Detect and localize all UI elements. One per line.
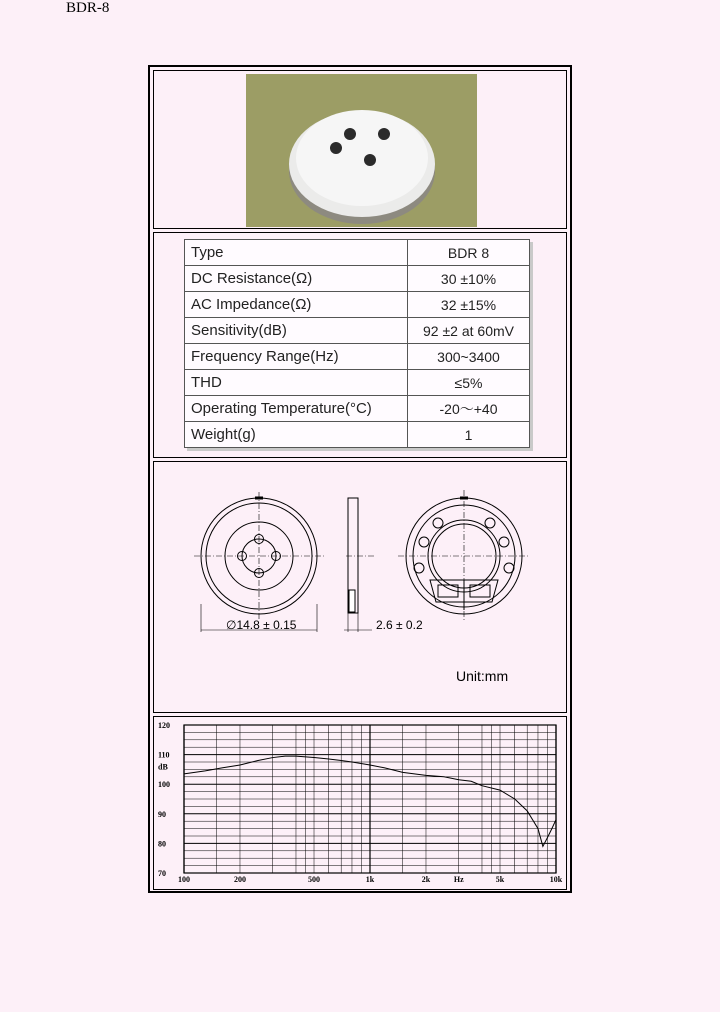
spec-param: AC Impedance(Ω)	[185, 292, 408, 318]
y-tick-label: 110	[158, 750, 170, 760]
spec-row	[185, 344, 530, 370]
spec-value: -20～+40	[408, 396, 530, 422]
x-tick-label: 200	[233, 875, 246, 884]
spec-value: ≤5%	[408, 370, 530, 396]
spec-param: THD	[185, 370, 408, 396]
x-tick-label: 5k	[495, 875, 505, 884]
y-tick-label: 80	[158, 839, 166, 849]
spec-param: DC Resistance(Ω)	[185, 266, 408, 292]
spec-row	[185, 396, 530, 422]
receiver-photo-illustration	[246, 74, 477, 227]
spec-value: 300~3400	[408, 344, 530, 370]
y-tick-label: 70	[158, 869, 166, 878]
x-tick-label: Hz	[453, 875, 464, 884]
spec-param: Weight(g)	[185, 422, 408, 448]
spec-value: 32 ±15%	[408, 292, 530, 318]
side-view	[344, 498, 376, 632]
x-tick-label: 500	[308, 875, 321, 884]
specification-panel	[153, 232, 567, 458]
specification-table	[184, 239, 530, 448]
x-tick-label: 100	[178, 875, 190, 884]
y-tick-label: 120	[158, 721, 170, 730]
y-tick-label: 100	[158, 780, 170, 790]
spec-row	[185, 370, 530, 396]
spec-param: Type	[185, 240, 408, 266]
x-tick-label: 10k	[549, 875, 563, 884]
front-view	[194, 492, 324, 632]
datasheet-frame	[148, 65, 572, 893]
back-view	[398, 490, 530, 620]
spec-value: 30 ±10%	[408, 266, 530, 292]
spec-value: BDR 8	[408, 240, 530, 266]
spec-value: 1	[408, 422, 530, 448]
photo-panel	[153, 70, 567, 229]
unit-label: Unit:mm	[456, 668, 509, 684]
x-tick-label: 1k	[365, 875, 375, 884]
spec-row	[185, 292, 530, 318]
spec-row	[185, 266, 530, 292]
thickness-dimension: 2.6 ± 0.2	[376, 618, 423, 632]
diameter-dimension: ∅14.8 ± 0.15	[226, 618, 297, 632]
spec-row	[185, 318, 530, 344]
y-tick-label: dB	[158, 762, 168, 772]
spec-row	[185, 422, 530, 448]
spec-param: Frequency Range(Hz)	[185, 344, 408, 370]
frequency-response-panel	[153, 716, 567, 890]
document-title: BDR-8	[66, 0, 110, 16]
x-tick-label: 2k	[421, 875, 431, 884]
spec-param: Operating Temperature(°C)	[185, 396, 408, 422]
spec-value: 92 ±2 at 60mV	[408, 318, 530, 344]
product-photo	[246, 74, 477, 227]
dimension-drawing-panel	[153, 461, 567, 713]
frequency-response-chart	[154, 717, 566, 889]
y-tick-label: 90	[158, 809, 166, 819]
spec-param: Sensitivity(dB)	[185, 318, 408, 344]
spec-row	[185, 240, 530, 266]
